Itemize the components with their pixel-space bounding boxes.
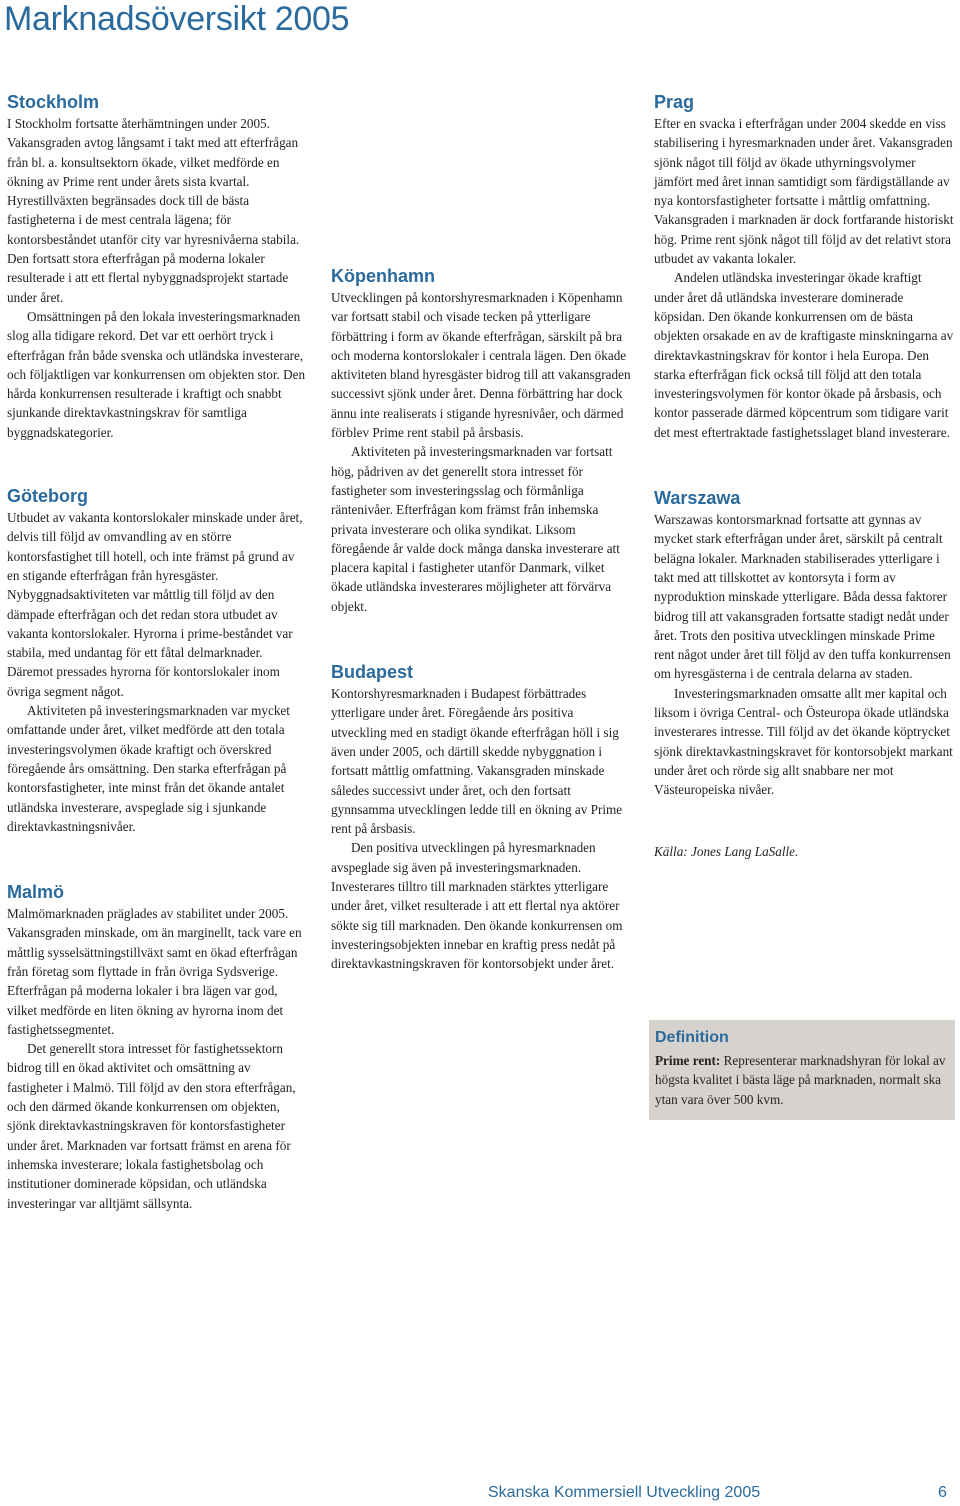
paragraph: Efter en svacka i efterfrågan under 2004 skedde en viss stabilisering i hyresmarknaden under året. Vakansgraden sjönk något till följd av ökade uthyrningsvolymer jämfört med året innan samtidigt som färdigställande av nya kontorsfastigheter fortsatte i måttlig omfattning. Vakansgraden i marknaden är dock fortfarande historiskt hög. Prime rent sjönk något till följd av det relativt stora utbudet av vakanta lokaler. — [654, 116, 954, 267]
paragraph: Det generellt stora intresset för fastighetssektorn bidrog till en ökad aktivitet och omsättning av fastigheter i Malmö. Till följd av den stora efterfrågan, och den därmed ökande konkurrensen om objekten, sjönk direktavkastningskraven för kontorsfastigheter under året. Marknaden var fortsatt främst en arena för inhemska investerare; lokala fastighetsbolag och institutioner dominerade köpsidan, och utländska investeringar var alltjämt sällsynta. — [7, 1041, 296, 1211]
definition-term: Prime rent: — [655, 1053, 721, 1068]
section-heading-budapest: Budapest — [331, 662, 414, 683]
paragraph: Omsättningen på den lokala investeringsmarknaden slog alla tidigare rekord. Det var ett oerhört tryck i efterfrågan från både svenska och utländska investerare, och följaktligen var konkurrensen om objekten stor. Den hårda konkurrensen resulterade i kraftigt och snabbt sjunkande direktavkastningskrav för samtliga byggnadskategorier. — [7, 308, 306, 440]
page-title: Marknadsöversikt 2005 — [4, 0, 350, 38]
paragraph: Utbudet av vakanta kontorslokaler minskade under året, delvis till följd av omvandling av en större kontorsfastighet till hotell, och inte främst på grund av en stigande efterfrågan från hyresgäster. Nybyggnadsaktiviteten var måttlig till följd av den dämpade efterfrågan och det redan stora utbudet av vakanta kontorslokaler. Hyrorna i prime-beståndet var stabila, med undantag för ett fåtal delmarknader. Däremot pressades hyrorna för kontorslokaler inom övriga segment något. — [7, 510, 303, 699]
page-number: 6 — [938, 1484, 947, 1501]
column-3 — [654, 90, 954, 861]
paragraph: Investeringsmarknaden omsatte allt mer kapital och liksom i övriga Central- och Östeuropa ökade utländska investerares intresse. Till följd av det ökande köptrycket sjönk direktavkastningskravet för kontorsobjekt markant under året och rörde sig allt snabbare ner mot Västeuropeiska nivåer. — [654, 685, 953, 798]
definition-heading: Definition — [655, 1029, 729, 1046]
column-2 — [331, 90, 631, 974]
paragraph: I Stockholm fortsatte återhämtningen under 2005. Vakansgraden avtog långsamt i takt med att efterfrågan från bl. a. konsultsektorn ökade, vilket medförde en ökning av Prime rent under årets sista kvartal. Hyrestillväxten begränsades dock till de bästa fastigheterna i de mest centrala lägena; för kontorsbeståndet utanför city var hyresnivåerna stabila. Den fortsatt stora efterfrågan på moderna lokaler resulterade i att ett flertal nybyggnadsprojekt startade under året. — [7, 116, 300, 305]
footer-publication: Skanska Kommersiell Utveckling 2005 — [488, 1484, 761, 1501]
section-heading-malmo: Malmö — [7, 882, 65, 903]
paragraph: Malmömarknaden präglades av stabilitet under 2005. Vakansgraden minskade, om än marginellt, tack vare en måttlig sysselsättningstillväxt samt en ökad efterfrågan från företag som flyttade in från övriga Sydsverige. Efterfrågan på moderna lokaler i bra lägen var god, vilket medförde en liten ökning av hyrorna inom det fastighetssegmentet. — [7, 906, 302, 1037]
paragraph: Aktiviteten på investeringsmarknaden var fortsatt hög, pådriven av det generellt stora intresset för fastigheter som investeringsslag och förmånliga räntenivåer. Efterfrågan kom främst från inhemska privata investerare och olika syndikat. Liksom föregående år valde dock många danska investerare att placera kapital i fastigheter utanför Danmark, vilket ökade utländska investerares möjligheter att förvärva objekt. — [331, 444, 620, 614]
section-heading-kopenhamn: Köpenhamn — [331, 266, 436, 286]
section-heading-goteborg: Göteborg — [7, 486, 88, 507]
paragraph: Warszawas kontorsmarknad fortsatte att gynnas av mycket stark efterfrågan under året, särskilt på centralt belägna lokaler. Marknaden stabiliserades ytterligare i takt med att tillskottet av kontorsyta i form av nyproduktion minskade ytterligare. Båda dessa faktorer bidrog till att vakansgraden fortsatte stadigt nedåt under året. Trots den positiva utvecklingen minskade Prime rent något under året till följd av den tuffa konkurrensen om hyresgästerna i de centrala delarna av staden. — [654, 512, 951, 682]
paragraph: Aktiviteten på investeringsmarknaden var mycket omfattande under året, vilket medförde att den totala investeringsvolymen ökade kraftigt och överskred föregående års omsättning. Den starka efterfrågan på kontorsfastigheter, inte minst från det ökande antalet utländska investerare, avspeglade sig i sjunkande direktavkastningsnivåer. — [7, 703, 290, 834]
paragraph: Andelen utländska investeringar ökade kraftigt under året då utländska investerare dominerade köpsidan. Den ökande konkurrensen om de bästa objekten orsakade en av de kraftigaste minskningarna av direktavkastningskrav för kontor i hela Europa. Den starka efterfrågan fick också till följd att den totala investeringsvolymen för kontor ökade på årsbasis, och kontor passerade därmed köpcentrum som tidigare varit det mest eftertraktade fastighetsslaget bland investerare. — [654, 270, 954, 440]
section-heading-stockholm: Stockholm — [7, 92, 100, 112]
definition-body: Representerar marknadshyran för lokal av högsta kvalitet i bästa läge på marknaden, normalt ska ytan vara över 500 kvm. — [655, 1053, 946, 1107]
paragraph: Kontorshyresmarknaden i Budapest förbättrades ytterligare under året. Föregående års positiva utveckling med en stadigt ökande efterfrågan höll i sig även under 2005, och därtill skedde nybyggnation i fortsatt måttlig omfattning. Vakansgraden minskade således successivt under året, och den fortsatt gynnsamma utvecklingen ledde till en ökning av Prime rent på årsbasis. — [331, 686, 623, 837]
source-note: Källa: Jones Lang LaSalle. — [654, 843, 799, 859]
definition-box — [649, 1020, 955, 1120]
section-heading-prag: Prag — [654, 92, 695, 112]
definition-text — [655, 1051, 949, 1109]
section-heading-warszawa: Warszawa — [654, 488, 741, 509]
paragraph: Den positiva utvecklingen på hyresmarknaden avspeglade sig även på investeringsmarknaden. Investerares tilltro till marknaden stärktes ytterligare under året, vilket resulterade i att ett flertal nya aktörer sökte sig till marknaden. Den ökande konkurrensen om investeringsobjekten innebar en kraftig press nedåt på direktavkastningskraven för kontorsobjekt under året. — [331, 840, 623, 972]
paragraph: Utvecklingen på kontorshyresmarknaden i Köpenhamn var fortsatt stabil och visade tecken på ytterligare förbättring i form av ökande efterfrågan, särskilt på bra och moderna kontorslokaler i centrala lägen. Den ökade aktiviteten bland hyresgäster bidrog till att vakansgraden successivt sjönk under året. Denna förbättring har dock ännu inte realiserats i stigande hyresnivåer, och därmed förblev Prime rent stabil på årsbasis. — [331, 290, 631, 441]
column-1 — [7, 90, 307, 1213]
